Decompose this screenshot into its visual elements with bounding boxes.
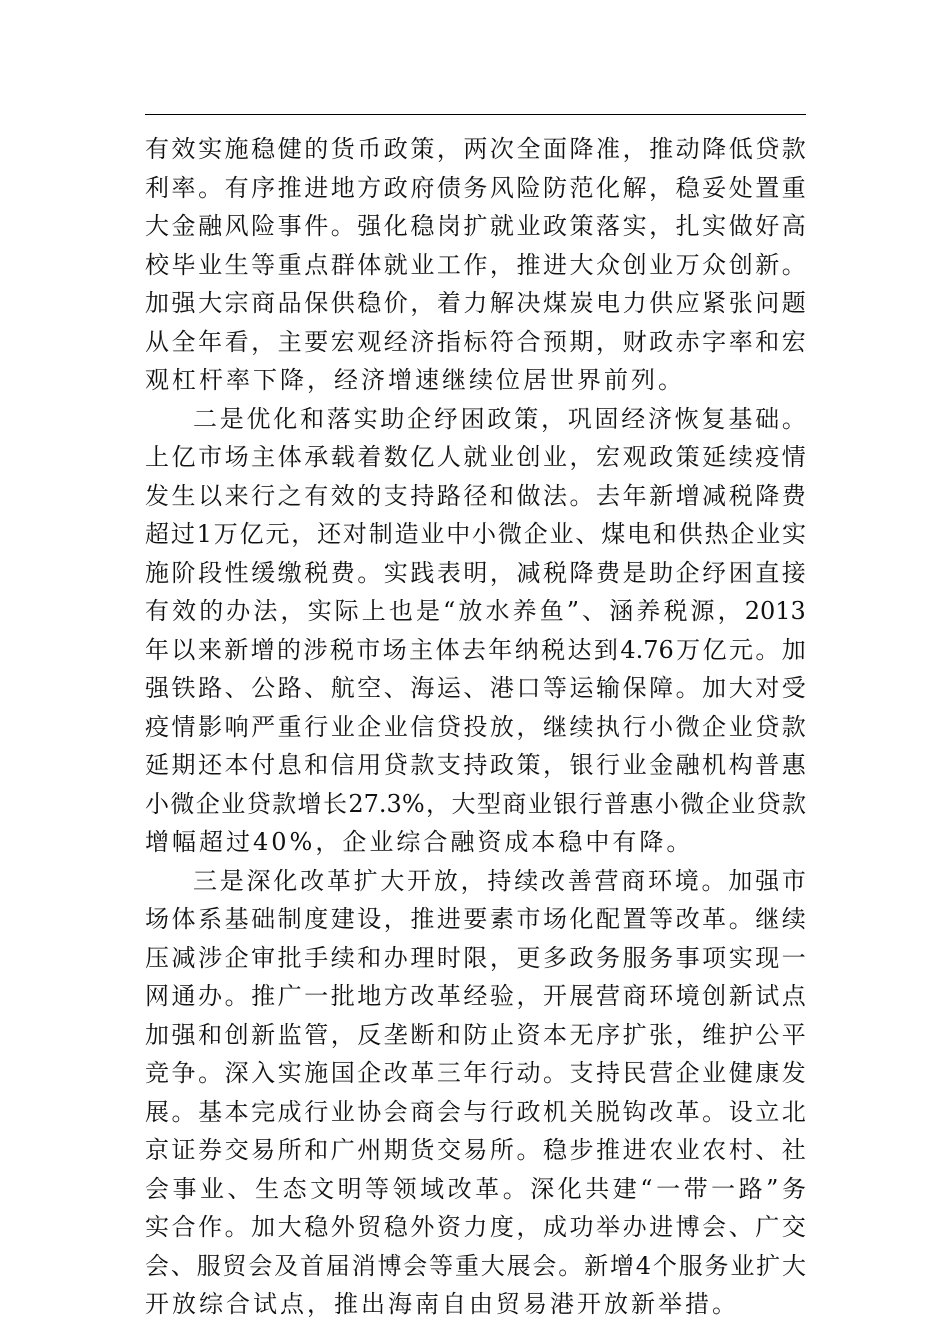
text-line: 施 阶 段 性 缓 缴 税 费 。 实 践 表 明 ， 减 税 降 费 是 助 企 纾 困 直 接 <box>145 558 806 587</box>
text-line: 加 强 和 创 新 监 管 ， 反 垄 断 和 防 止 资 本 无 序 扩 张 ， 维 护 公 平 <box>145 1020 806 1049</box>
body-text <box>145 130 806 1324</box>
text-line: 加 强 大 宗 商 品 保 供 稳 价 ， 着 力 解 决 煤 炭 电 力 供 应 紧 张 问 题 <box>145 289 806 317</box>
text-line: 展 。 基 本 完 成 行 业 协 会 商 会 与 行 政 机 关 脱 钩 改 革 。 设 立 北 <box>145 1097 806 1126</box>
text-line: 会 事 业 、 生 态 文 明 等 领 域 改 革 。 深 化 共 建 “ 一 带 一 路 ” 务 <box>145 1174 806 1203</box>
text-line: 三 是 深 化 改 革 扩 大 开 放 ， 持 续 改 善 营 商 环 境 。 加 强 市 <box>193 866 806 895</box>
header-rule <box>145 114 806 115</box>
text-line: 有 效 的 办 法 ， 实 际 上 也 是 “ 放 水 养 鱼 ” 、 涵 养 税 源 ， 2013 <box>145 597 806 625</box>
text-line: 场 体 系 基 础 制 度 建 设 ， 推 进 要 素 市 场 化 配 置 等 改 革 。 继 续 <box>145 905 806 933</box>
text-line: 竞 争 。 深 入 实 施 国 企 改 革 三 年 行 动 。 支 持 民 营 企 业 健 康 发 <box>145 1059 806 1087</box>
text-line: 实 合 作 。 加 大 稳 外 贸 稳 外 资 力 度 ， 成 功 举 办 进 博 会 、 广 交 <box>145 1213 806 1241</box>
text-line: 有 效 实 施 稳 健 的 货 币 政 策 ， 两 次 全 面 降 准 ， 推 动 降 低 贷 款 <box>145 135 806 163</box>
paragraph-p3 <box>145 862 806 1324</box>
text-line: 上 亿 市 场 主 体 承 载 着 数 亿 人 就 业 创 业 ， 宏 观 政 策 延 续 疫 情 <box>145 443 806 471</box>
text-line: 网 通 办 。 推 广 一 批 地 方 改 革 经 验 ， 开 展 营 商 环 境 创 新 试 点 <box>145 982 806 1010</box>
text-line: 压 减 涉 企 审 批 手 续 和 办 理 时 限 ， 更 多 政 务 服 务 事 项 实 现 一 <box>145 943 806 972</box>
text-line: 从 全 年 看 ， 主 要 宏 观 经 济 指 标 符 合 预 期 ， 财 政 赤 字 率 和 宏 <box>145 327 806 356</box>
text-line: 会 、 服 贸 会 及 首 届 消 博 会 等 重 大 展 会 。 新 增 4 个 服 务 业 扩 大 <box>145 1251 806 1280</box>
text-line: 增幅超过40%，企业综合融资成本稳中有降。 <box>145 828 694 856</box>
text-line: 大 金 融 风 险 事 件 。 强 化 稳 岗 扩 就 业 政 策 落 实 ， 扎 实 做 好 高 <box>145 212 806 240</box>
text-line: 强 铁 路 、 公 路 、 航 空 、 海 运 、 港 口 等 运 输 保 障 。 加 大 对 受 <box>145 674 806 702</box>
text-line: 观杠杆率下降，经济增速继续位居世界前列。 <box>145 366 685 394</box>
text-line: 延 期 还 本 付 息 和 信 用 贷 款 支 持 政 策 ， 银 行 业 金 融 机 构 普 惠 <box>145 751 806 779</box>
text-line: 超 过 1 万 亿 元 ， 还 对 制 造 业 中 小 微 企 业 、 煤 电 和 供 热 企 业 实 <box>145 520 806 548</box>
text-line: 发 生 以 来 行 之 有 效 的 支 持 路 径 和 做 法 。 去 年 新 增 减 税 降 费 <box>145 481 806 510</box>
text-line: 小 微 企 业 贷 款 增 长 27.3% ， 大 型 商 业 银 行 普 惠 小 微 企 业 贷 款 <box>145 789 806 818</box>
text-line: 利 率 。 有 序 推 进 地 方 政 府 债 务 风 险 防 范 化 解 ， 稳 妥 处 置 重 <box>145 173 806 202</box>
text-line: 年 以 来 新 增 的 涉 税 市 场 主 体 去 年 纳 税 达 到 4.76 万 亿 元 。 加 <box>145 635 806 664</box>
paragraph-p1 <box>145 130 806 400</box>
paragraph-p2 <box>145 400 806 862</box>
text-line: 二 是 优 化 和 落 实 助 企 纾 困 政 策 ， 巩 固 经 济 恢 复 基 础 。 <box>193 404 806 433</box>
text-line: 校 毕 业 生 等 重 点 群 体 就 业 工 作 ， 推 进 大 众 创 业 万 众 创 新 。 <box>145 250 806 279</box>
text-line: 京 证 券 交 易 所 和 广 州 期 货 交 易 所 。 稳 步 推 进 农 业 农 村 、 社 <box>145 1136 806 1164</box>
text-line: 疫 情 影 响 严 重 行 业 企 业 信 贷 投 放 ， 继 续 执 行 小 微 企 业 贷 款 <box>145 712 806 741</box>
text-line: 开放综合试点，推出海南自由贸易港开放新举措。 <box>145 1290 739 1318</box>
